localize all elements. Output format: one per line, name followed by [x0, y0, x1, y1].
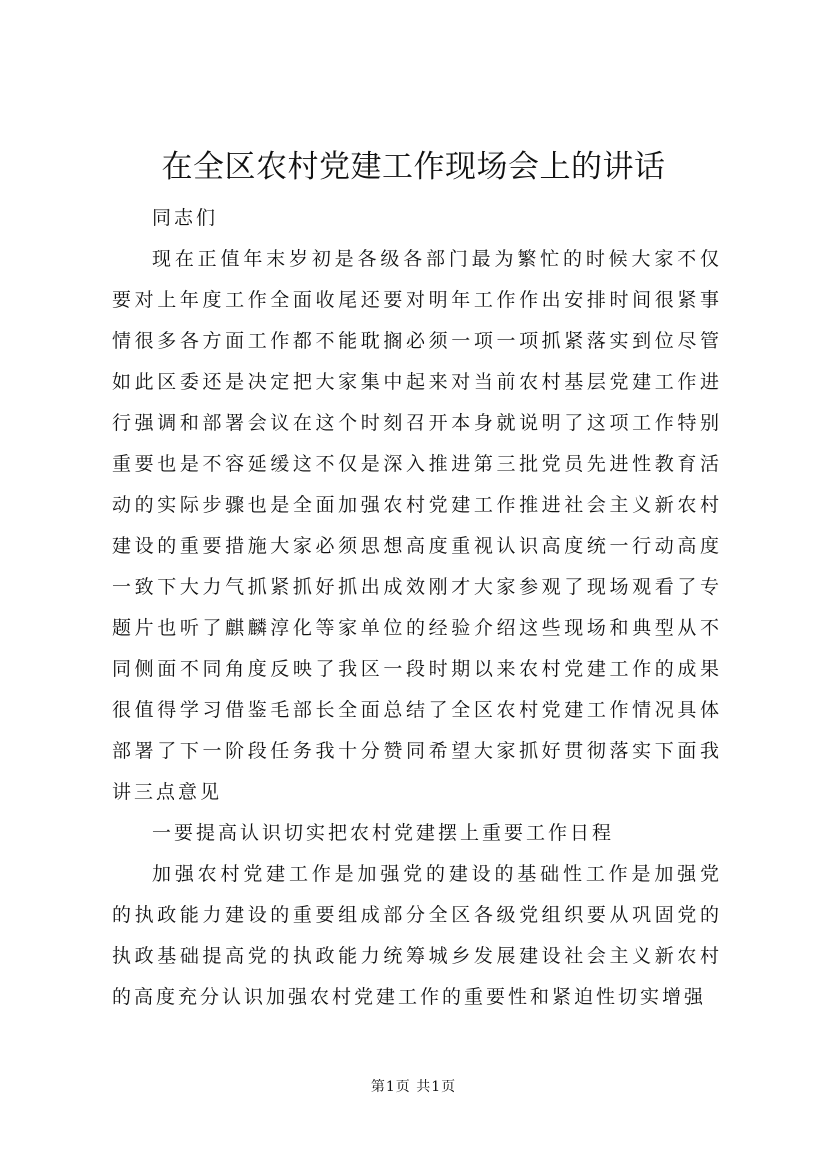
- document-title: 在全区农村党建工作现场会上的讲话: [161, 149, 666, 185]
- body-paragraph: 加强农村党建工作是加强党的建设的基础性工作是加强党的执政能力建设的重要组成部分全区各级党组织要从巩固党的执政基础提高党的执政能力统筹城乡发展建设社会主义新农村的高度充分认识加强农村党建工作的重要性和紧迫性切实增强: [112, 863, 722, 1008]
- page-footer: 第1页 共1页: [370, 1079, 457, 1095]
- document-body: [112, 198, 722, 1018]
- body-paragraph: 现在正值年末岁初是各级各部门最为繁忙的时候大家不仅要对上年度工作全面收尾还要对明年工作作出安排时间很紧事情很多各方面工作都不能耽搁必须一项一项抓紧落实到位尽管如此区委还是决定把大家集中起来对当前农村基层党建工作进行强调和部署会议在这个时刻召开本身就说明了这项工作特别重要也是不容延缓这不仅是深入推进第三批党员先进性教育活动的实际步骤也是全面加强农村党建工作推进社会主义新农村建设的重要措施大家必须思想高度重视认识高度统一行动高度一致下大力气抓紧抓好抓出成效刚才大家参观了现场观看了专题片也听了麒麟淳化等家单位的经验介绍这些现场和典型从不同侧面不同角度反映了我区一段时期以来农村党建工作的成果很值得学习借鉴毛部长全面总结了全区农村党建工作情况具体部署了下一阶段任务我十分赞同希望大家抓好贯彻落实下面我讲三点意见: [112, 248, 722, 803]
- salutation-paragraph: 同志们: [152, 207, 219, 229]
- section-heading: 一要提高认识切实把农村党建摆上重要工作日程: [152, 822, 615, 844]
